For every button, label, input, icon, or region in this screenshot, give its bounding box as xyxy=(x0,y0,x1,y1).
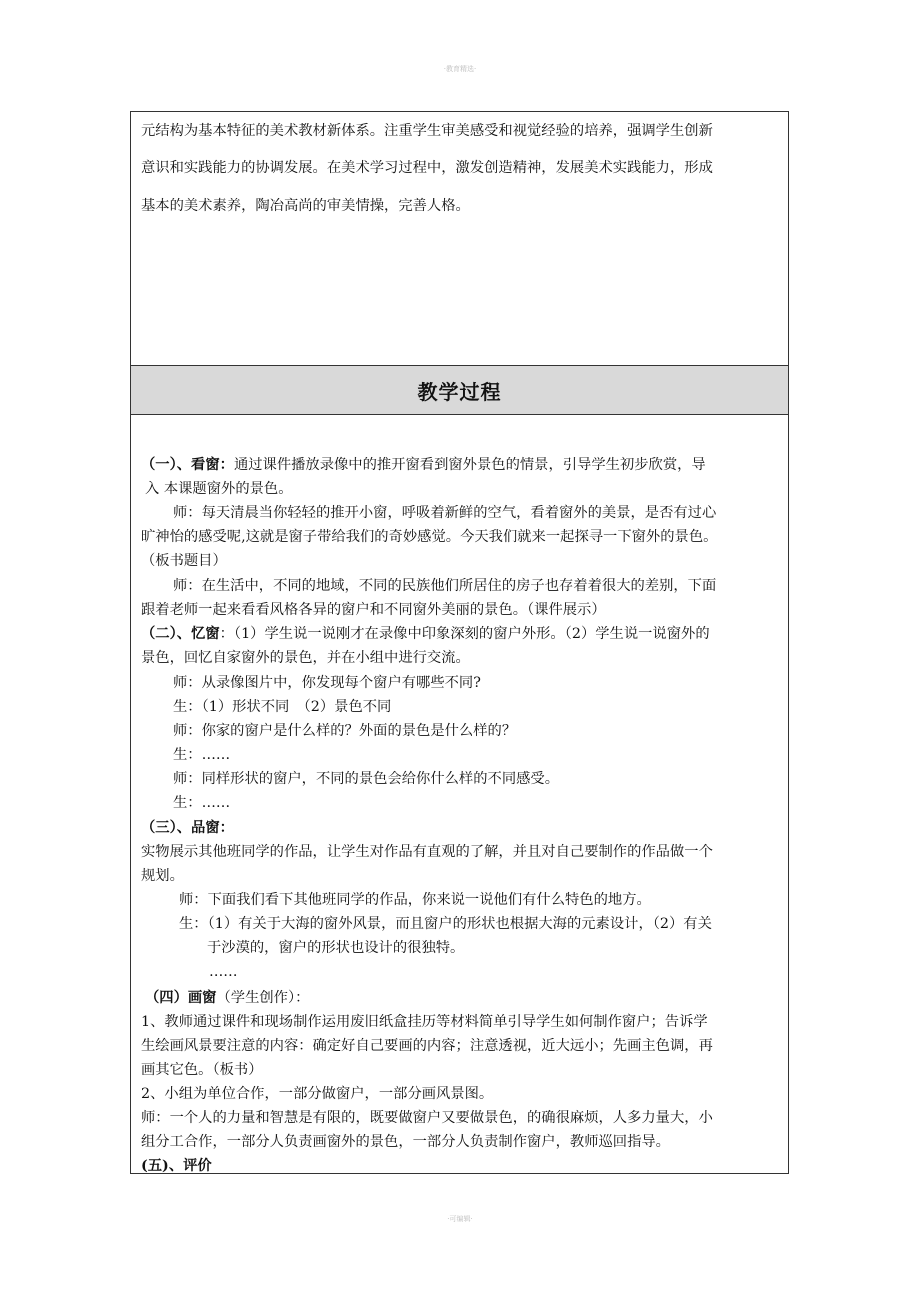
s2-dialog-1: 师：从录像图片中，你发现每个窗户有哪些不同? xyxy=(173,675,481,691)
s5-heading: (五)、评价 xyxy=(141,1158,212,1174)
s4-p3-line1: 师：一个人的力量和智慧是有限的，既要做窗户又要做景色，的确很麻烦，人多力量大，小 xyxy=(141,1110,713,1126)
s3-heading: （三）、品窗： xyxy=(141,820,234,836)
s1-teacher2-line1: 师：在生活中，不同的地域，不同的民族他们所居住的房子也存着着很大的差别，下面 xyxy=(173,578,717,594)
footer-watermark: ·可编辑· xyxy=(447,1215,473,1223)
objectives-cell xyxy=(131,112,788,366)
s3-ellipsis: …… xyxy=(209,964,238,980)
s3-student-line2: 于沙漠的，窗户的形状也设计的很独特。 xyxy=(207,940,465,956)
s3-line2: 规划。 xyxy=(141,868,184,884)
s2-dialog-4: 生：…… xyxy=(173,747,231,763)
s1-teacher1-line2: 旷神怡的感受呢,这就是窗子带给我们的奇妙感觉。今天我们就来一起探寻一下窗外的景色。 xyxy=(141,529,718,545)
s2-dialog-2: 生：（1）形状不同 （2）景色不同 xyxy=(173,699,392,715)
s4-p1-line1: 1、教师通过课件和现场制作运用废旧纸盒挂历等材料简单引导学生如何制作窗户；告诉学 xyxy=(141,1014,708,1030)
s3-student-line1: 生：（1）有关于大海的窗外风景，而且窗户的形状也根据大海的元素设计，（2）有关 xyxy=(179,916,712,932)
s3-line1: 实物展示其他班同学的作品，让学生对作品有直观的了解，并且对自己要制作的作品做一个 xyxy=(141,844,713,860)
s3-teacher: 师：下面我们看下其他班同学的作品，你来说一说他们有什么特色的地方。 xyxy=(179,892,651,908)
s4-p2: 2、小组为单位合作，一部分做窗户，一部分画风景图。 xyxy=(141,1086,494,1102)
s1-teacher1-line1: 师：每天清晨当你轻轻的推开小窗，呼吸着新鲜的空气，看着窗外的美景，是否有过心 xyxy=(173,505,717,521)
s2-line1: （二）、忆窗：（1）学生说一说刚才在录像中印象深刻的窗户外形。（2）学生说一说窗外的 xyxy=(141,626,710,642)
intro-line-3: 基本的美术素养，陶冶高尚的审美情操，完善人格。 xyxy=(141,198,470,214)
section-title-band xyxy=(131,366,788,415)
s1-line2: 入 本课题窗外的景色。 xyxy=(145,481,293,497)
s2-dialog-5: 师：同样形状的窗户，不同的景色会给你什么样的不同感受。 xyxy=(173,771,560,787)
s1-teacher2-line2: 跟着老师一起来看看风格各异的窗户和不同窗外美丽的景色。（课件展示） xyxy=(141,602,606,618)
s2-dialog-3: 师：你家的窗户是什么样的？外面的景色是什么样的？ xyxy=(173,723,517,739)
s4-p1-line3: 画其它色。（板书） xyxy=(141,1062,263,1078)
s1-line1: （一）、看窗：通过课件播放录像中的推开窗看到窗外景色的情景，引导学生初步欣赏，导 xyxy=(141,457,706,473)
s2-dialog-6: 生：…… xyxy=(173,795,231,811)
intro-line-2: 意识和实践能力的协调发展。在美术学习过程中，激发创造精神，发展美术实践能力，形成 xyxy=(141,160,713,176)
s4-p1-line2: 生绘画风景要注意的内容：确定好自己要画的内容；注意透视，近大远小；先画主色调，再 xyxy=(141,1038,713,1054)
header-watermark: ·教育精选· xyxy=(443,65,477,73)
s4-heading: （四）画窗 xyxy=(145,990,217,1006)
s1-teacher1-line3: （板书题目） xyxy=(141,553,227,569)
lesson-plan-table xyxy=(130,111,789,1174)
s4-p3-line2: 组分工合作，一部分人负责画窗外的景色，一部分人负责制作窗户，教师巡回指导。 xyxy=(141,1134,670,1150)
intro-line-1: 元结构为基本特征的美术教材新体系。注重学生审美感受和视觉经验的培养，强调学生创新 xyxy=(141,123,713,139)
s4-heading-line: （四）画窗（学生创作）： xyxy=(145,990,310,1006)
s2-heading: （二）、忆窗 xyxy=(141,626,220,642)
s2-line2: 景色，回忆自家窗外的景色，并在小组中进行交流。 xyxy=(141,650,470,666)
section-title: 教学过程 xyxy=(417,379,502,404)
s1-heading: （一）、看窗： xyxy=(141,457,234,473)
